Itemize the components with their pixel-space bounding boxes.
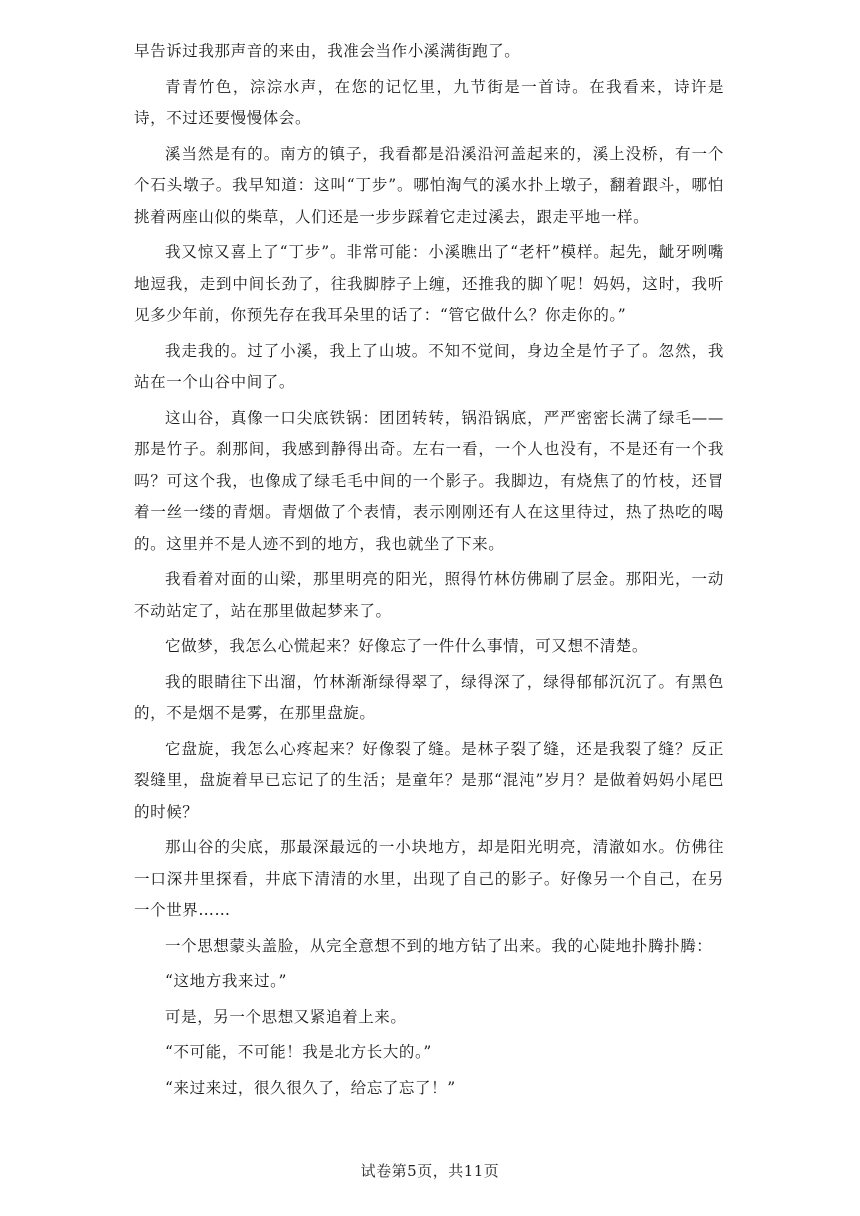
page-footer: 试卷第5页，共11页 <box>360 1162 500 1180</box>
paragraph: 溪当然是有的。南方的镇子，我看都是沿溪沿河盖起来的，溪上没桥，有一个个石头墩子。我早知道：这叫“丁步”。哪怕淘气的溪水扑上墩子，翻着跟斗，哪怕挑着两座山似的柴草，人们还是一步步踩着它走过溪去，跟走平地一样。 <box>134 144 724 226</box>
paragraph: 它盘旋，我怎么心疼起来？好像裂了缝。是林子裂了缝，还是我裂了缝？反正裂缝里，盘旋着早已忘记了的生活；是童年？是那“混沌”岁月？是做着妈妈小尾巴的时候？ <box>134 739 724 821</box>
paragraph: 我又惊又喜上了“丁步”。非常可能：小溪瞧出了“老杆”模样。起先，龇牙咧嘴地逗我，走到中间长劲了，往我脚脖子上缠，还推我的脚丫呢！妈妈，这时，我听见多少年前，你预先存在我耳朵里的话了：“管它做什么？你走你的。” <box>134 243 724 324</box>
dialogue-line: “这地方我来过。” <box>165 972 287 990</box>
paragraph: 可是，另一个思想又紧追着上来。 <box>165 1007 407 1026</box>
dialogue-line: “不可能，不可能！我是北方长大的。” <box>165 1043 432 1061</box>
paragraph: 我看着对面的山梁，那里明亮的阳光，照得竹林仿佛刷了层金。那阳光，一动不动站定了，站在那里做起梦来了。 <box>134 570 724 620</box>
paragraph: 青青竹色，淙淙水声，在您的记忆里，九节街是一首诗。在我看来，诗许是诗，不过还要慢慢体会。 <box>134 77 724 127</box>
paragraph: 我的眼睛往下出溜，竹林渐渐绿得翠了，绿得深了，绿得郁郁沉沉了。有黑色的，不是烟不是雾，在那里盘旋。 <box>134 672 724 722</box>
paragraph: 一个思想蒙头盖脸，从完全意想不到的地方钻了出来。我的心陡地扑腾扑腾： <box>165 936 713 955</box>
document-body <box>134 36 724 1108</box>
paragraph: 这山谷，真像一口尖底铁锅：团团转转，锅沿锅底，严严密密长满了绿毛——那是竹子。刹那间，我感到静得出奇。左右一看，一个人也没有，不是还有一个我吗？可这个我，也像成了绿毛毛中间的一个影子。我脚边，有烧焦了的竹枝，还冒着一丝一缕的青烟。青烟做了个表情，表示刚刚还有人在这里待过，热了热吃的喝的。这里并不是人迹不到的地方，我也就坐了下来。 <box>134 408 724 553</box>
paragraph: 那山谷的尖底，那最深最远的一小块地方，却是阳光明亮，清澈如水。仿佛往一口深井里探看，井底下清清的水里，出现了自己的影子。好像另一个自己，在另一个世界…… <box>134 838 724 919</box>
paragraph: 它做梦，我怎么心慌起来？好像忘了一件什么事情，可又想不清楚。 <box>165 637 649 655</box>
dialogue-line: “来过来过，很久很久了，给忘了忘了！” <box>165 1078 456 1097</box>
paragraph: 早告诉过我那声音的来由，我准会当作小溪满街跑了。 <box>134 42 521 60</box>
paragraph: 我走我的。过了小溪，我上了山坡。不知不觉间，身边全是竹子了。忽然，我站在一个山谷中间了。 <box>134 341 724 391</box>
